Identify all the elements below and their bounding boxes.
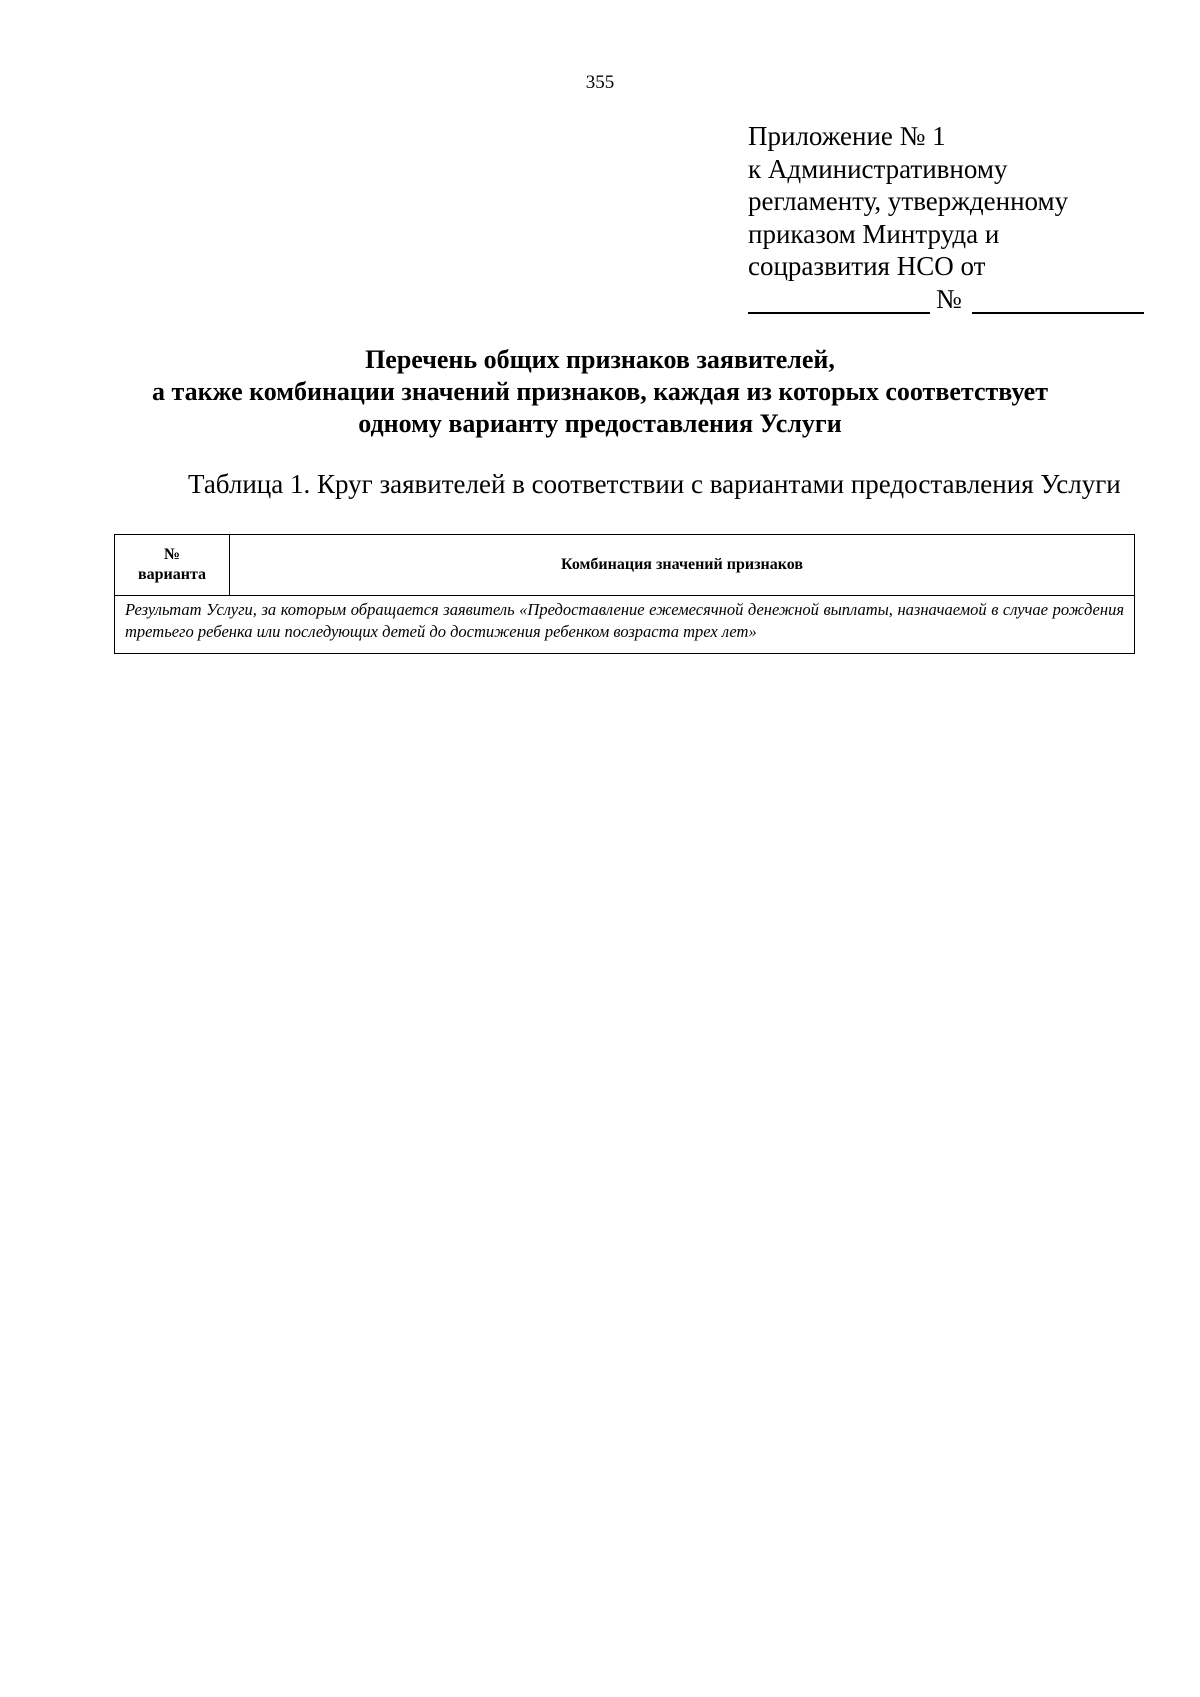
number-sign: № <box>936 283 962 314</box>
combination-header: Комбинация значений признаков <box>230 535 1135 596</box>
header-number-sign: № <box>163 546 181 563</box>
date-blank-line <box>748 312 930 314</box>
appendix-line: соцразвития НСО от <box>748 251 986 281</box>
page-number: 355 <box>585 72 615 93</box>
appendix-line: регламенту, утвержденному <box>748 186 1069 216</box>
table-header-row <box>115 535 1135 596</box>
appendix-line: к Административному <box>748 153 1008 184</box>
date-number-blanks <box>748 283 1148 317</box>
table-row <box>115 596 1135 654</box>
appendix-header <box>748 120 1148 317</box>
appendix-line: Приложение № 1 <box>748 121 946 151</box>
appendix-line: приказом Минтруда и <box>748 218 1000 249</box>
header-variant-word: варианта <box>137 566 207 583</box>
table-caption: Таблица 1. Круг заявителей в соответствии с вариантами предоставления Услуги <box>188 469 1121 499</box>
number-blank-line <box>972 312 1144 314</box>
variant-number-header <box>115 535 230 596</box>
title-line: а также комбинации значений признаков, каждая из которых соответствует <box>152 377 1048 406</box>
applicant-criteria-table <box>114 534 1135 654</box>
title-line: одному варианту предоставления Услуги <box>358 409 842 438</box>
document-title <box>100 344 1100 440</box>
service-result-cell: Результат Услуги, за которым обращается заявитель «Предоставление ежемесячной денежной выплаты, назначаемой в случае рождения третьего ребенка или последующих детей до достижения ребенком возраста трех лет» <box>115 596 1135 654</box>
title-line: Перечень общих признаков заявителей, <box>365 345 835 374</box>
